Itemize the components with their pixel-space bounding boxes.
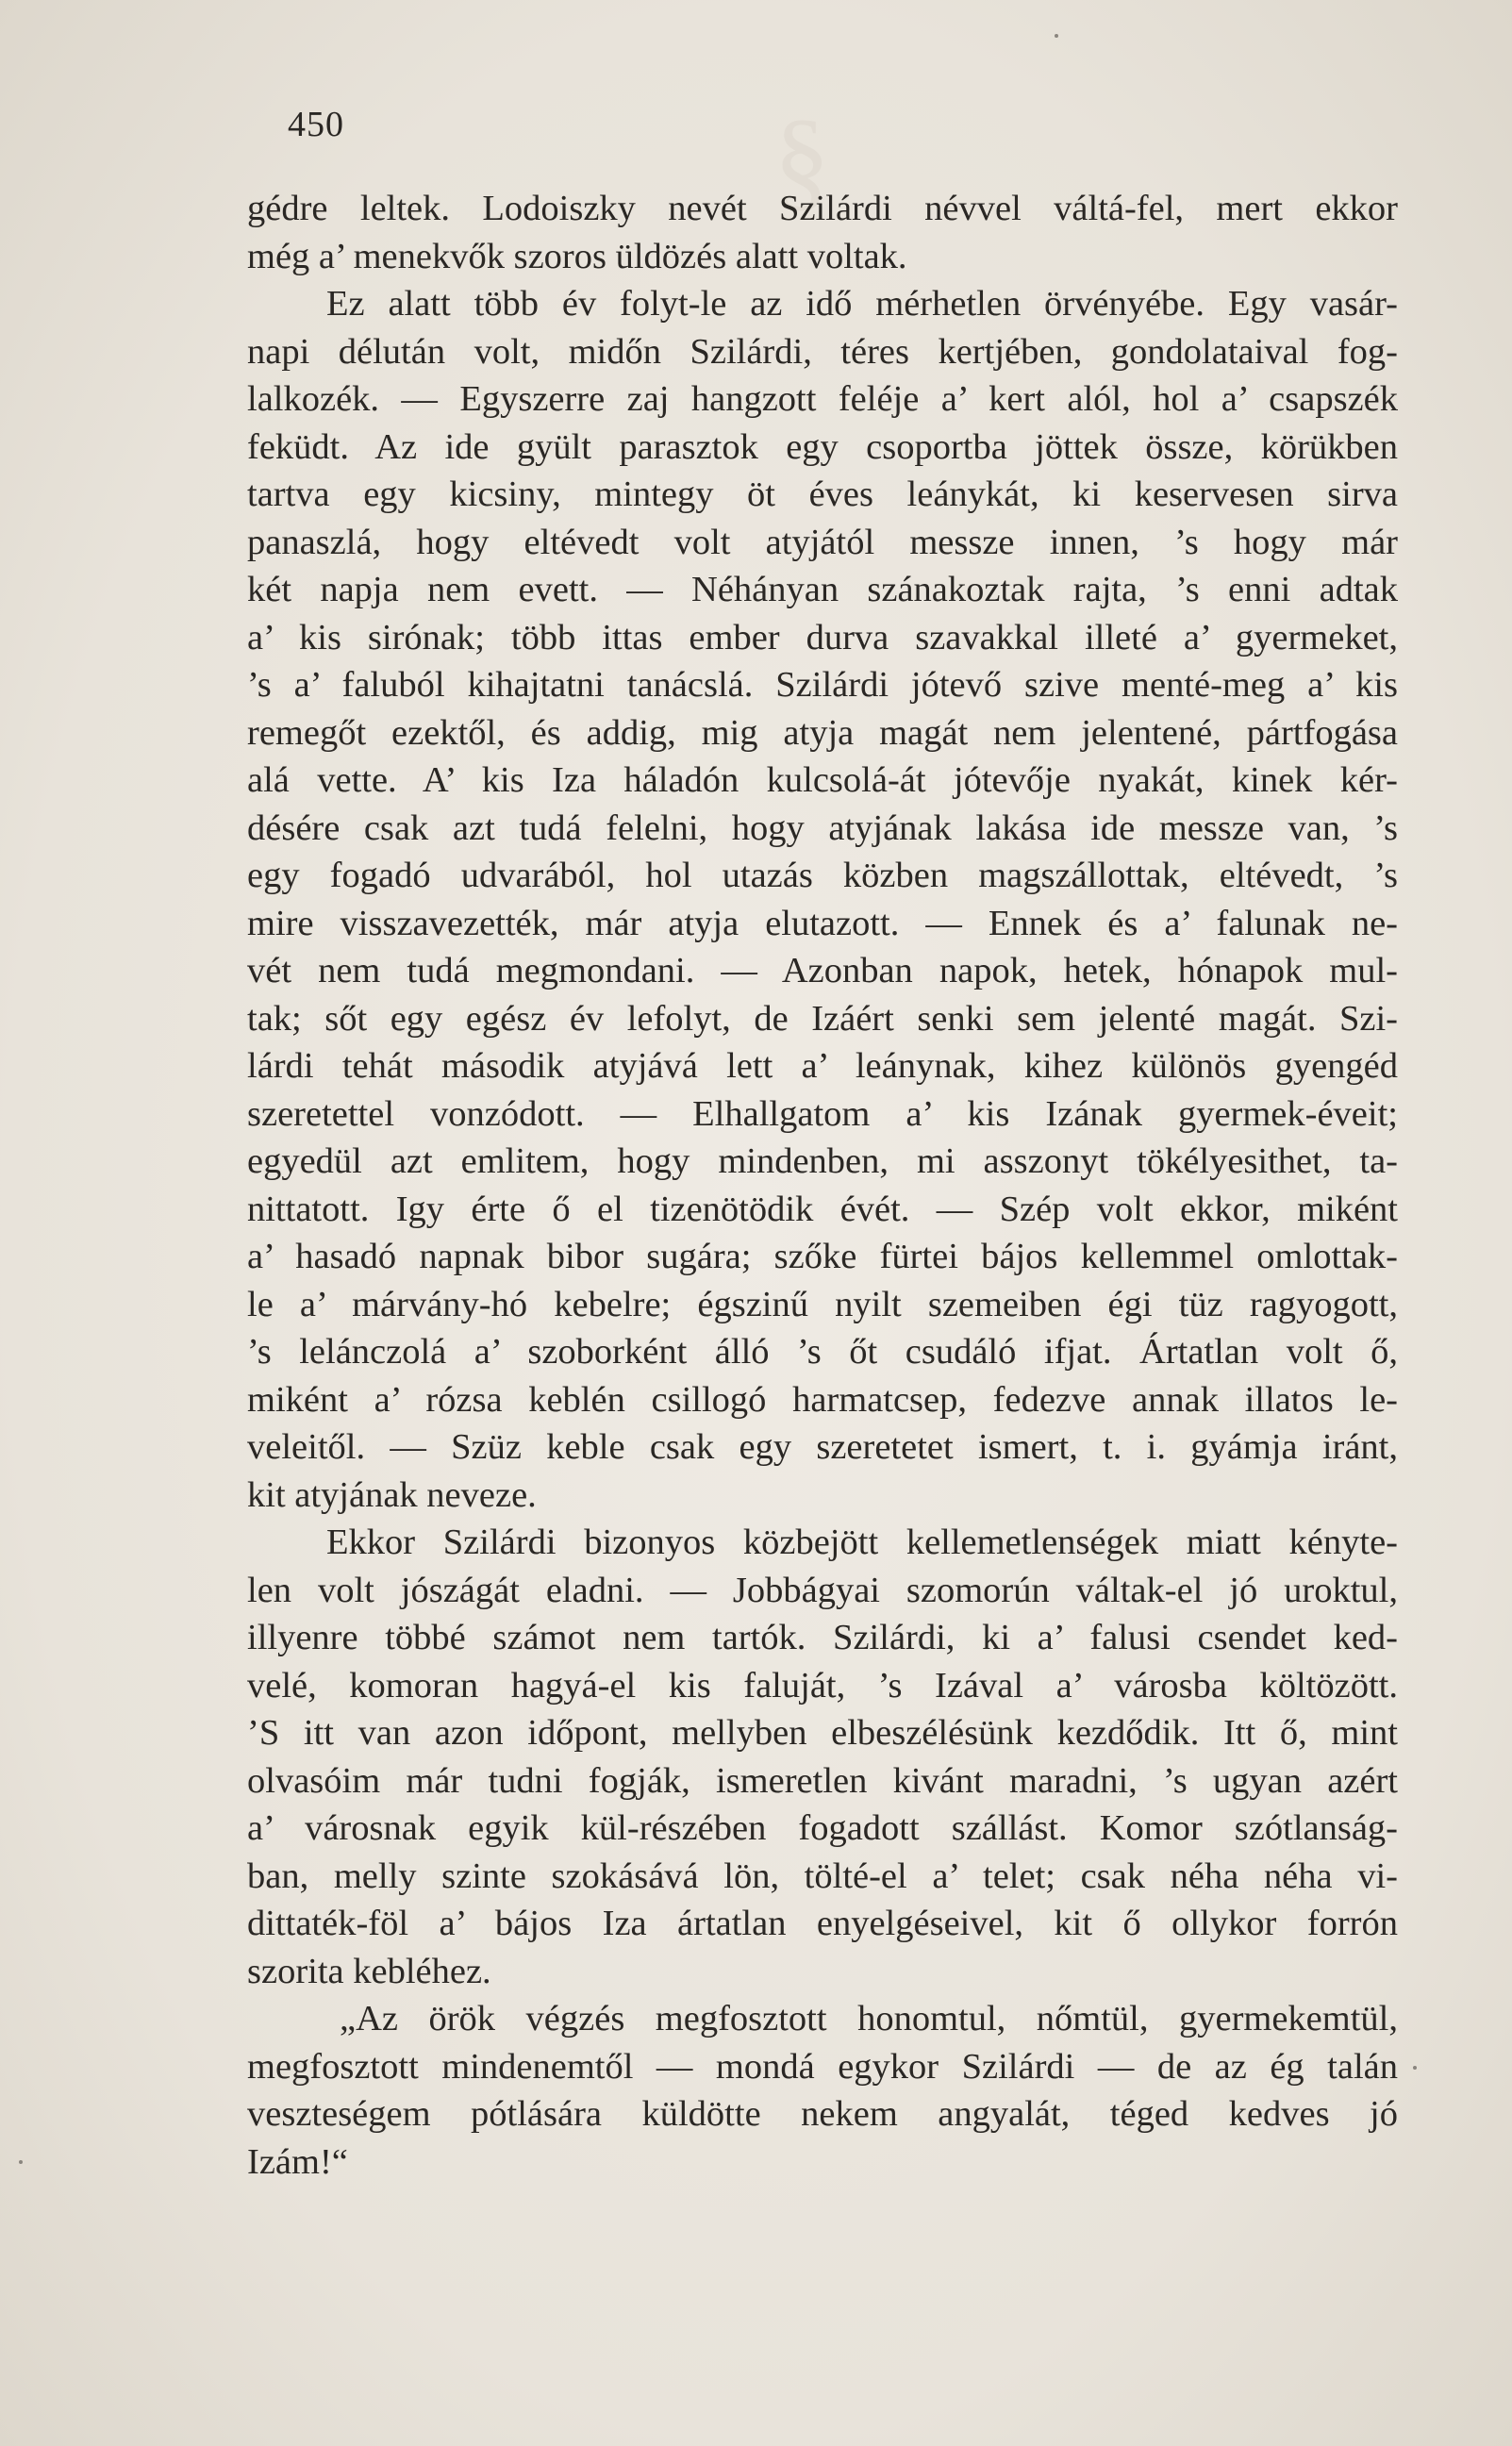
text-line: kit atyjának neveze. [247,1474,537,1515]
text-line: tak; sőt egy egész év lefolyt, de Izáért senki sem jelenté magát. Szi- [247,998,1398,1039]
text-line: ’s a’ faluból kihajtatni tanácslá. Szilárdi jótevő szive menté-meg a’ kis [247,665,1398,705]
text-line: miként a’ rózsa keblén csillogó harmatcsep, fedezve annak illatos le- [247,1379,1398,1420]
text-line: dittaték-föl a’ bájos Iza ártatlan enyelgéseivel, kit ő ollykor forrón [247,1904,1398,1943]
text-line: egy fogadó udvarából, hol utazás közben magszállottak, eltévedt, ’s [247,856,1398,895]
text-line: le a’ márvány-hó kebelre; égszinű nyilt szemeiben égi tüz ragyogott, [247,1284,1398,1324]
paper-speck [1055,34,1058,38]
text-line: egyedül azt emlitem, hogy mindenben, mi asszonyt tökélyesithet, ta- [247,1141,1398,1181]
paper-speck [19,2160,23,2164]
text-line: gédre leltek. Lodoiszky nevét Szilárdi névvel váltá-fel, mert ekkor [247,189,1398,228]
text-line: Ez alatt több év folyt-le az idő mérhetlen örvényébe. Egy vasár- [326,284,1398,324]
text-line: olvasóim már tudni fogják, ismeretlen kivánt maradni, ’s ugyan azért [247,1760,1398,1801]
text-line: lárdi tehát második atyjává lett a’ leánynak, kihez különös gyengéd [247,1046,1398,1086]
text-line: megfosztott mindenemtől — mondá egykor Szilárdi — de az ég talán [247,2046,1398,2087]
text-line: Izám!“ [247,2141,348,2182]
text-line: szorita kebléhez. [247,1951,491,1991]
text-line: veleitől. — Szüz keble csak egy szeretetet ismert, t. i. gyámja iránt, [247,1427,1398,1467]
text-line: remegőt ezektől, és addig, mig atyja magát nem jelentené, pártfogása [247,712,1398,753]
text-line: vét nem tudá megmondani. — Azonban napok, hetek, hónapok mul- [247,951,1398,990]
show-through-mark: § [773,96,830,222]
text-line: nittatott. Igy érte ő el tizenötödik évét. — Szép volt ekkor, miként [247,1189,1398,1229]
text-line: a’ városnak egyik kül-részében fogadott szállást. Komor szótlanság- [247,1808,1398,1848]
page-number: 450 [288,105,344,144]
text-line: veszteségem pótlására küldötte nekem angyalát, téged kedves jó [247,2094,1398,2134]
text-line: désére csak azt tudá felelni, hogy atyjának lakása ide messze van, ’s [247,807,1398,848]
text-line: illyenre többé számot nem tartók. Szilárdi, ki a’ falusi csendet ked- [247,1618,1398,1657]
text-line: velé, komoran hagyá-el kis faluját, ’s Izával a’ városba költözött. [247,1665,1398,1706]
text-line: ’s lelánczolá a’ szoborként álló ’s őt csudáló ifjat. Ártatlan volt ő, [247,1332,1398,1372]
text-line: ’S itt van azon időpont, mellyben elbeszélésünk kezdődik. Itt ő, mint [247,1713,1398,1753]
text-line: len volt jószágát eladni. — Jobbágyai szomorún váltak-el jó uroktul, [247,1570,1398,1610]
text-line: „Az örök végzés megfosztott honomtul, nőmtül, gyermekemtül, [340,1999,1398,2038]
text-line: szeretettel vonzódott. — Elhallgatom a’ kis Izának gyermek-éveit; [247,1093,1398,1134]
body-text [247,185,1398,2186]
text-line: még a’ menekvők szoros üldözés alatt voltak. [247,236,907,276]
text-line: mire visszavezették, már atyja elutazott. — Ennek és a’ falunak ne- [247,903,1398,943]
text-line: két napja nem evett. — Néhányan szánakoztak rajta, ’s enni adtak [247,570,1398,609]
text-line: panaszlá, hogy eltévedt volt atyjától messze innen, ’s hogy már [247,522,1398,562]
text-line: feküdt. Az ide gyült parasztok egy csoportba jöttek össze, körükben [247,426,1398,467]
text-line: alá vette. A’ kis Iza háladón kulcsolá-át jótevője nyakát, kinek kér- [247,760,1398,800]
text-line: lalkozék. — Egyszerre zaj hangzott feléje a’ kert alól, hol a’ csapszék [247,379,1398,419]
text-line: tartva egy kicsiny, mintegy öt éves leánykát, ki keservesen sirva [247,474,1398,514]
text-line: ban, melly szinte szokásává lön, tölté-el a’ telet; csak néha néha vi- [247,1855,1398,1896]
text-line: a’ hasadó napnak bibor sugára; szőke fürtei bájos kellemmel omlottak- [247,1237,1398,1276]
text-line: napi délután volt, midőn Szilárdi, téres kertjében, gondolataival fog- [247,331,1398,372]
text-line: a’ kis sirónak; több ittas ember durva szavakkal illeté a’ gyermeket, [247,617,1398,657]
paper-speck [1413,2066,1417,2070]
text-line: Ekkor Szilárdi bizonyos közbejött kellemetlenségek miatt kényte- [326,1523,1398,1562]
